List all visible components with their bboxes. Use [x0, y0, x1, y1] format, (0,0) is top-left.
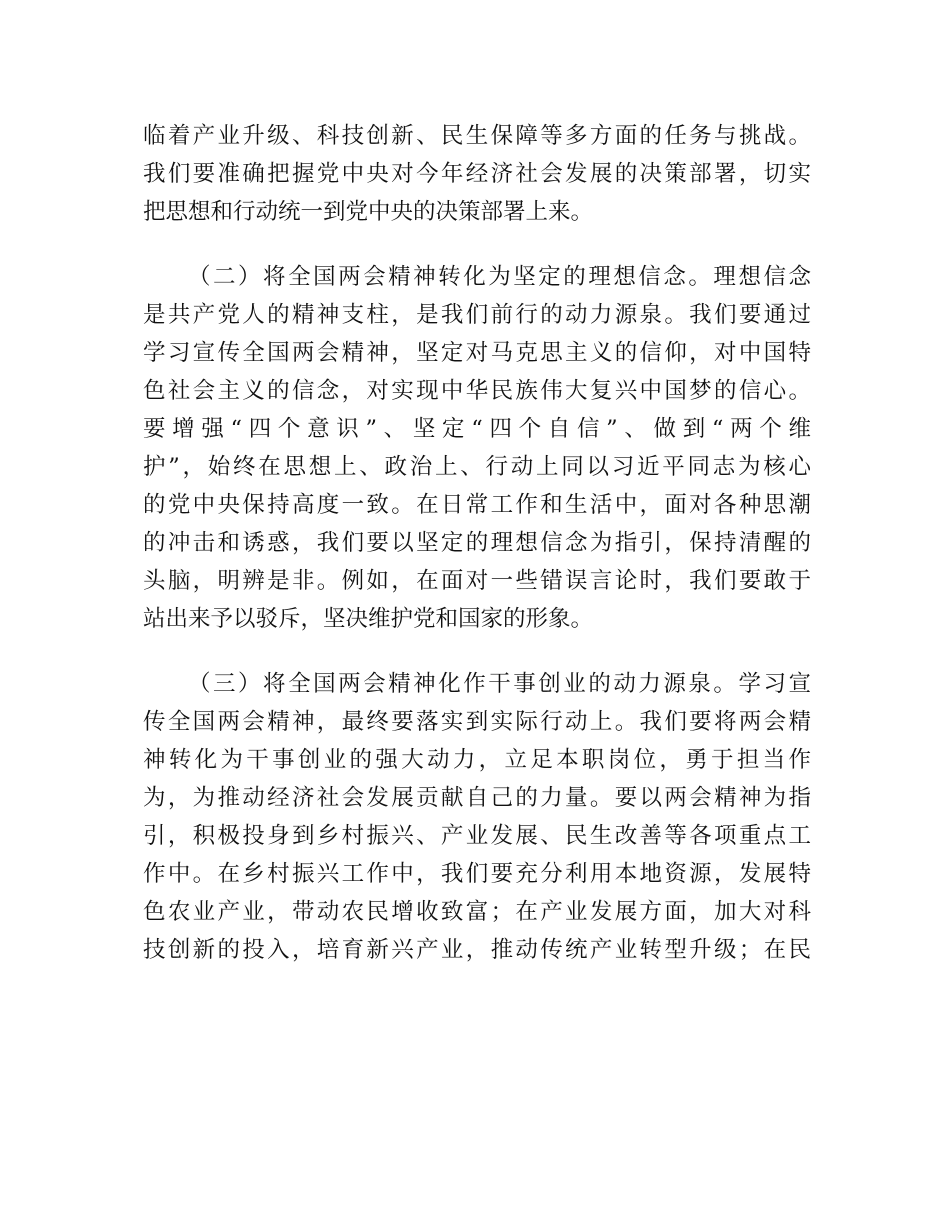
text-line: 神转化为干事创业的强大动力，立足本职岗位，勇于担当作 [143, 747, 811, 773]
text-line: 站出来予以驳斥，坚决维护党和国家的形象。 [143, 606, 594, 632]
text-line: 色农业产业，带动农民增收致富；在产业发展方面，加大对科 [143, 899, 811, 925]
text-line: 临着产业升级、科技创新、民生保障等多方面的任务与挑战。 [143, 123, 811, 149]
text-line: 是共产党人的精神支柱，是我们前行的动力源泉。我们要通过 [143, 302, 811, 328]
paragraph-gap [143, 231, 811, 258]
text-line: 学习宣传全国两会精神，坚定对马克思主义的信仰，对中国特 [143, 340, 811, 366]
section-heading-line: （三）将全国两会精神化作干事创业的动力源泉。学习宣 [188, 671, 811, 697]
text-line: 头脑，明辨是非。例如，在面对一些错误言论时，我们要敢于 [143, 568, 811, 594]
text-line: 技创新的投入，培育新兴产业，推动传统产业转型升级；在民 [143, 937, 811, 963]
text-line: 的党中央保持高度一致。在日常工作和生活中，面对各种思潮 [143, 492, 811, 518]
paragraph-section-two [143, 258, 811, 638]
paragraph-gap [143, 638, 811, 665]
text-line: 传全国两会精神，最终要落实到实际行动上。我们要将两会精 [143, 709, 811, 735]
text-line: 要增强“四个意识”、坚定“四个自信”、做到“两个维 [143, 416, 811, 442]
section-heading-line: （二）将全国两会精神转化为坚定的理想信念。理想信念 [188, 264, 811, 290]
text-line: 引，积极投身到乡村振兴、产业发展、民生改善等各项重点工 [143, 823, 811, 849]
text-line: 的冲击和诱惑，我们要以坚定的理想信念为指引，保持清醒的 [143, 530, 811, 556]
text-line: 为，为推动经济社会发展贡献自己的力量。要以两会精神为指 [143, 785, 811, 811]
text-line: 护”，始终在思想上、政治上、行动上同以习近平同志为核心 [143, 454, 811, 480]
text-line: 色社会主义的信念，对实现中华民族伟大复兴中国梦的信心。 [143, 378, 811, 404]
text-line: 我们要准确把握党中央对今年经济社会发展的决策部署，切实 [143, 161, 811, 187]
paragraph-continuation [143, 117, 811, 231]
text-line: 作中。在乡村振兴工作中，我们要充分利用本地资源，发展特 [143, 861, 811, 887]
paragraph-section-three [143, 665, 811, 969]
document-body [143, 117, 811, 969]
text-line: 把思想和行动统一到党中央的决策部署上来。 [143, 199, 594, 225]
